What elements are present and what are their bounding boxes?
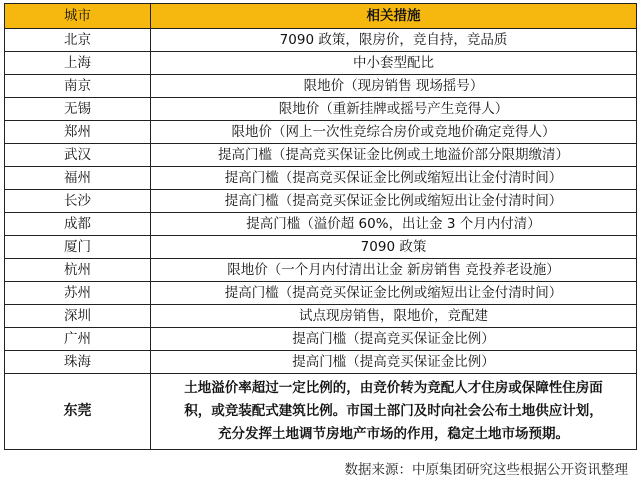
city-cell: 武汉 [5,144,151,167]
city-cell: 珠海 [5,351,151,374]
measure-cell: 提高门槛（提高竞买保证金比例或缩短出让金付清时间） [151,282,637,305]
city-cell: 福州 [5,167,151,190]
city-cell: 深圳 [5,305,151,328]
table-row [5,52,637,75]
city-cell: 成都 [5,213,151,236]
measure-cell: 限地价（一个月内付清出让金 新房销售 竞投养老设施） [151,259,637,282]
measure-cell: 7090 政策 [151,236,637,259]
city-cell: 苏州 [5,282,151,305]
city-cell: 无锡 [5,98,151,121]
city-cell: 广州 [5,328,151,351]
table-row [5,282,637,305]
measure-cell: 限地价（网上一次性竞综合房价或竞地价确定竞得人） [151,121,637,144]
table-row [5,75,637,98]
table-row [5,305,637,328]
table-row [5,259,637,282]
header-city: 城市 [5,4,151,29]
city-cell: 长沙 [5,190,151,213]
measure-cell-dongguan [151,374,637,450]
city-cell: 上海 [5,52,151,75]
dongguan-line: 土地溢价率超过一定比例的，由竞价转为竞配人才住房或保障性住房面 [184,380,603,396]
dongguan-line: 充分发挥土地调节房地产市场的作用，稳定土地市场预期。 [218,426,569,442]
measure-cell: 提高门槛（溢价超 60%，出让金 3 个月内付清） [151,213,637,236]
table-row [5,29,637,52]
table-row [5,351,637,374]
dongguan-line: 积，或竞装配式建筑比例。市国土部门及时向社会公布土地供应计划， [184,403,603,419]
city-cell: 厦门 [5,236,151,259]
measure-cell: 中小套型配比 [151,52,637,75]
table-row [5,190,637,213]
city-cell: 郑州 [5,121,151,144]
table-row [5,144,637,167]
city-cell: 北京 [5,29,151,52]
table-row [5,213,637,236]
table-row-dongguan [5,374,637,450]
table-row [5,236,637,259]
table-row [5,98,637,121]
city-cell: 杭州 [5,259,151,282]
measure-cell: 提高门槛（提高竞买保证金比例） [151,351,637,374]
table-row [5,121,637,144]
table-row [5,167,637,190]
measure-cell: 限地价（现房销售 现场摇号） [151,75,637,98]
policy-table [4,3,637,450]
measure-cell: 提高门槛（提高竞买保证金比例） [151,328,637,351]
measure-cell: 提高门槛（提高竞买保证金比例或土地溢价部分限期缴清） [151,144,637,167]
city-cell: 南京 [5,75,151,98]
source-note: 数据来源：中原集团研究这些根据公开资讯整理 [344,462,628,478]
city-cell-dongguan: 东莞 [5,374,151,450]
measure-cell: 7090 政策，限房价，竞自持，竞品质 [151,29,637,52]
measure-cell: 提高门槛（提高竞买保证金比例或缩短出让金付清时间） [151,167,637,190]
measure-cell: 提高门槛（提高竞买保证金比例或缩短出让金付清时间） [151,190,637,213]
measure-cell: 试点现房销售，限地价，竞配建 [151,305,637,328]
table-header-row [5,4,637,29]
header-measures: 相关措施 [151,4,637,29]
table-row [5,328,637,351]
measure-cell: 限地价（重新挂牌或摇号产生竞得人） [151,98,637,121]
